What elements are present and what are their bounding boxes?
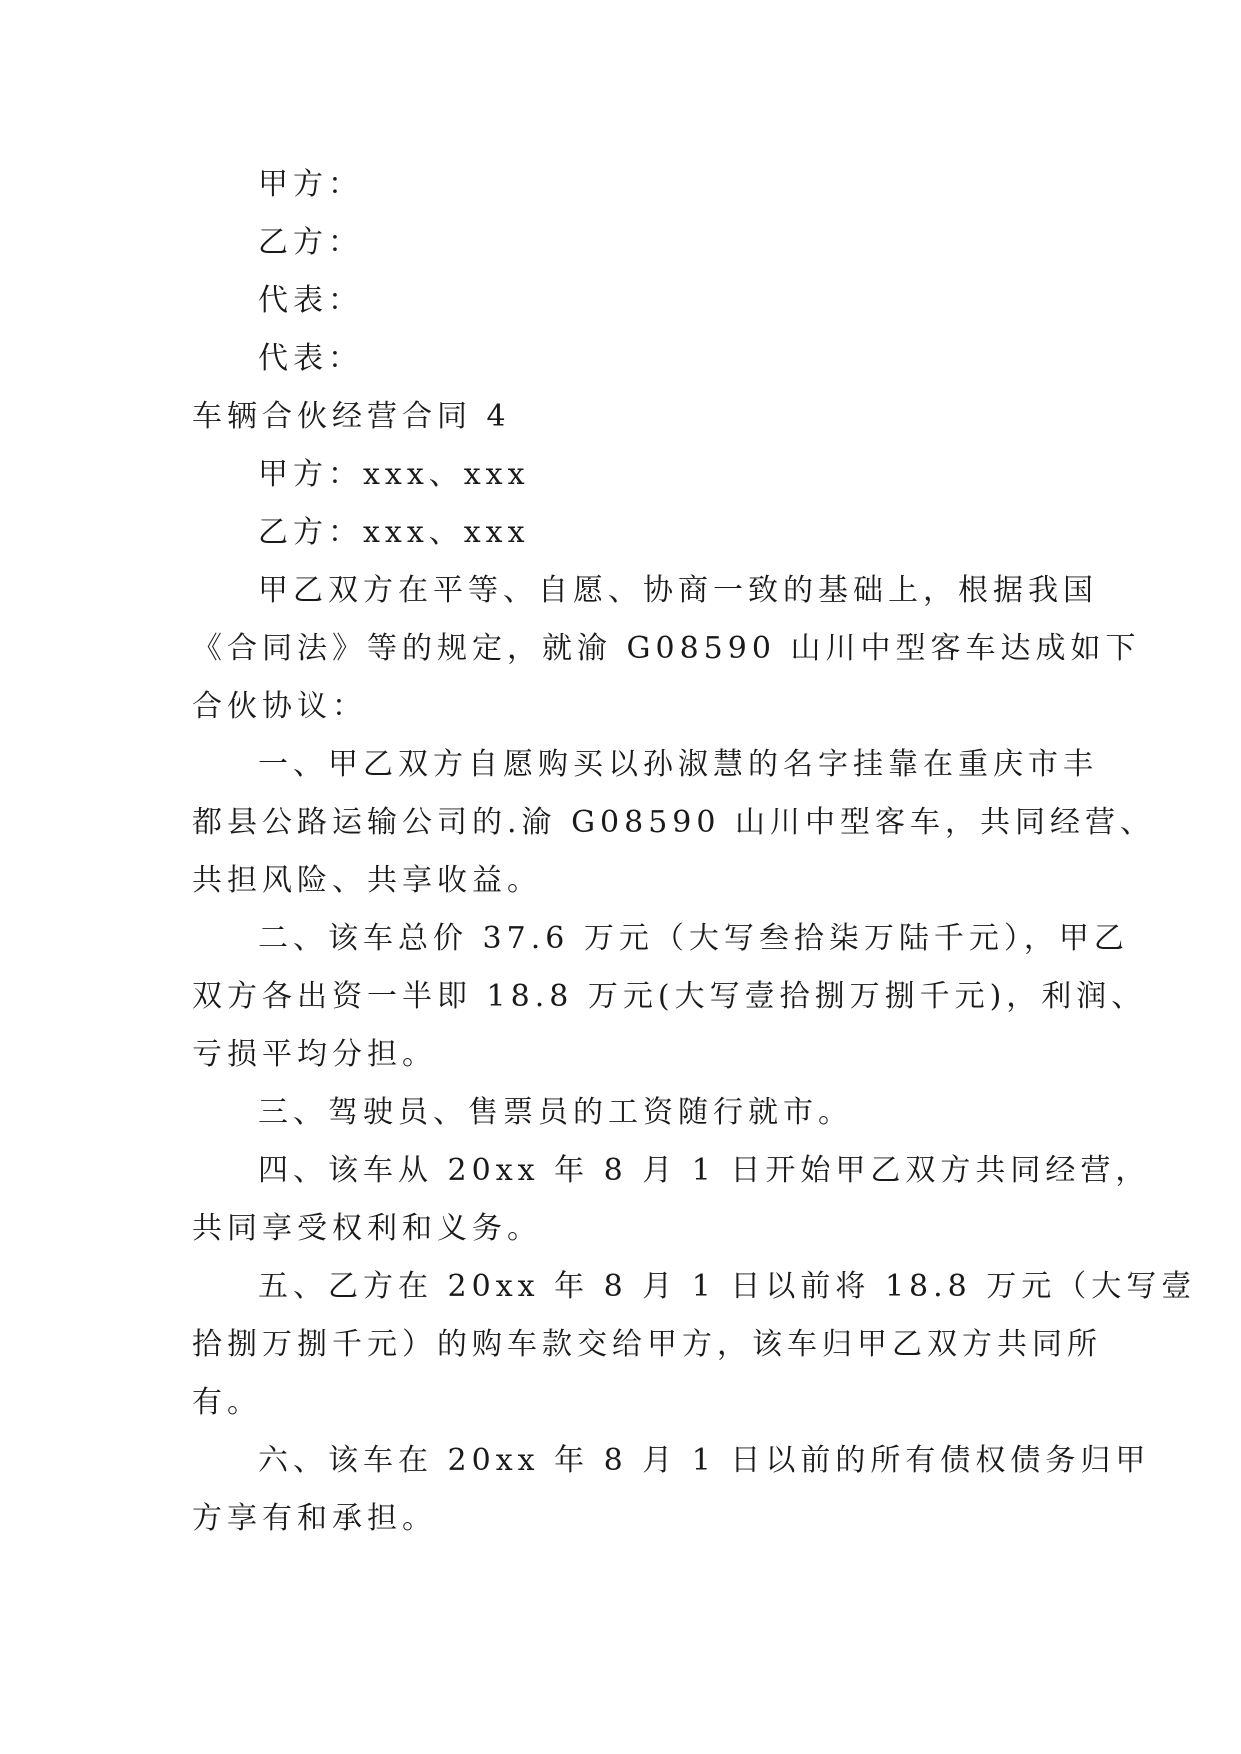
clause-4-paragraph: [192, 1142, 1151, 1258]
paragraph-line: 共担风险、共享收益。: [192, 863, 542, 898]
clause-1-paragraph: [192, 736, 1156, 910]
paragraph-line: 《合同法》等的规定，就渝 G08590 山川中型客车达成如下: [192, 631, 1141, 666]
paragraph-line: 方享有和承担。: [192, 1501, 437, 1536]
contract-party-a: 甲方：xxx、xxx: [258, 457, 530, 492]
paragraph-line: 三、驾驶员、售票员的工资随行就市。: [258, 1095, 853, 1130]
paragraph-line: 亏损平均分担。: [192, 1037, 437, 1072]
paragraph-line: 五、乙方在 20xx 年 8 月 1 日以前将 18.8 万元（大写壹: [258, 1269, 1197, 1304]
clause-5-paragraph: [192, 1258, 1197, 1432]
paragraph-line: 都县公路运输公司的.渝 G08590 山川中型客车，共同经营、: [192, 805, 1156, 840]
paragraph-line: 甲乙双方在平等、自愿、协商一致的基础上，根据我国: [258, 573, 1098, 608]
contract-title: 车辆合伙经营合同 4: [192, 399, 511, 434]
contract-party-b: 乙方：xxx、xxx: [258, 515, 530, 550]
paragraph-line: 合伙协议：: [192, 689, 367, 724]
paragraph-line: 双方各出资一半即 18.8 万元(大写壹拾捌万捌千元)，利润、: [192, 979, 1147, 1014]
clause-2-paragraph: [192, 910, 1147, 1084]
paragraph-line: 有。: [192, 1385, 262, 1420]
document-body: [192, 156, 1197, 1548]
clause-3-paragraph: [192, 1084, 1052, 1142]
signature-representative-a: 代表：: [258, 283, 363, 318]
paragraph-line: 拾捌万捌千元）的购车款交给甲方，该车归甲乙双方共同所: [192, 1327, 1102, 1362]
paragraph-line: 四、该车从 20xx 年 8 月 1 日开始甲乙双方共同经营，: [258, 1153, 1151, 1188]
signature-party-a: 甲方：: [258, 167, 363, 202]
clause-6-paragraph: [192, 1432, 1151, 1548]
paragraph-line: 二、该车总价 37.6 万元（大写叁拾柒万陆千元），甲乙: [258, 921, 1129, 956]
signature-representative-b: 代表：: [258, 341, 363, 376]
preamble-paragraph: [192, 562, 1141, 736]
paragraph-line: 一、甲乙双方自愿购买以孙淑慧的名字挂靠在重庆市丰: [258, 747, 1098, 782]
paragraph-line: 共同享受权利和义务。: [192, 1211, 542, 1246]
paragraph-line: 六、该车在 20xx 年 8 月 1 日以前的所有债权债务归甲: [258, 1443, 1151, 1478]
signature-party-b: 乙方：: [258, 225, 363, 260]
